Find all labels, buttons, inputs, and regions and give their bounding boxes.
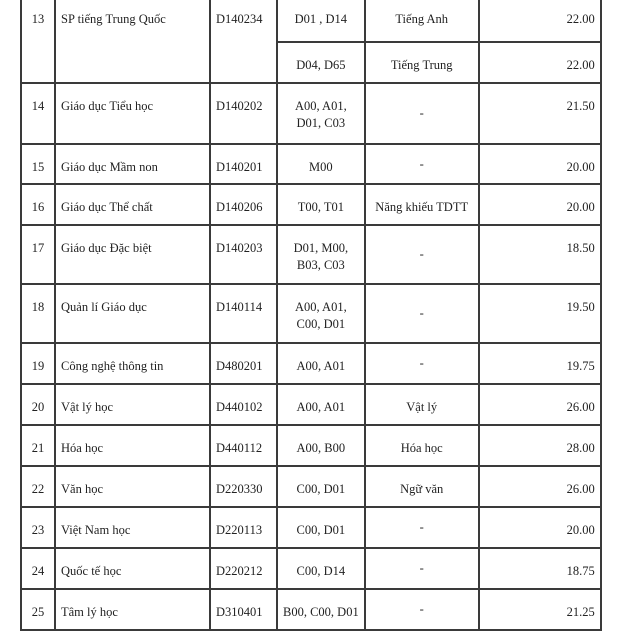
priority-subject: - bbox=[365, 589, 479, 630]
table-row bbox=[21, 225, 601, 284]
priority-subject: Tiếng Anh bbox=[365, 0, 479, 42]
program-name: Tâm lý học bbox=[55, 589, 210, 630]
priority-subject: - bbox=[365, 83, 479, 144]
cutoff-score: 26.00 bbox=[479, 384, 601, 425]
table-row bbox=[21, 144, 601, 184]
program-code: D440102 bbox=[210, 384, 277, 425]
program-code: D440112 bbox=[210, 425, 277, 466]
priority-subject: Ngữ văn bbox=[365, 466, 479, 507]
row-number: 23 bbox=[21, 507, 55, 548]
subject-combination: D04, D65 bbox=[277, 42, 365, 83]
priority-subject: - bbox=[365, 548, 479, 589]
table-row bbox=[21, 343, 601, 384]
program-code: D140202 bbox=[210, 83, 277, 144]
subject-combination: C00, D01 bbox=[277, 507, 365, 548]
program-code: D140203 bbox=[210, 225, 277, 284]
program-name: Quốc tế học bbox=[55, 548, 210, 589]
program-code: D220212 bbox=[210, 548, 277, 589]
table-row bbox=[21, 0, 601, 42]
cutoff-score: 22.00 bbox=[479, 42, 601, 83]
cutoff-score: 20.00 bbox=[479, 184, 601, 225]
subject-combination: C00, D01 bbox=[277, 466, 365, 507]
row-number: 20 bbox=[21, 384, 55, 425]
program-code: D220330 bbox=[210, 466, 277, 507]
program-code: D140114 bbox=[210, 284, 277, 343]
row-number: 14 bbox=[21, 83, 55, 144]
subject-combination: M00 bbox=[277, 144, 365, 184]
priority-subject: Hóa học bbox=[365, 425, 479, 466]
cutoff-score: 18.50 bbox=[479, 225, 601, 284]
program-code: D140201 bbox=[210, 144, 277, 184]
subject-combination: D01, M00, B03, C03 bbox=[277, 225, 365, 284]
program-name: Quản lí Giáo dục bbox=[55, 284, 210, 343]
subject-combination: T00, T01 bbox=[277, 184, 365, 225]
table-row bbox=[21, 507, 601, 548]
cutoff-score: 20.00 bbox=[479, 507, 601, 548]
row-number: 18 bbox=[21, 284, 55, 343]
admission-score-table bbox=[20, 0, 602, 631]
program-name: SP tiếng Trung Quốc bbox=[55, 0, 210, 83]
program-name: Giáo dục Mầm non bbox=[55, 144, 210, 184]
table-row bbox=[21, 425, 601, 466]
program-name: Giáo dục Thể chất bbox=[55, 184, 210, 225]
subject-combination: A00, A01, C00, D01 bbox=[277, 284, 365, 343]
program-name: Giáo dục Đặc biệt bbox=[55, 225, 210, 284]
table-row bbox=[21, 284, 601, 343]
subject-combination: A00, B00 bbox=[277, 425, 365, 466]
priority-subject: Tiếng Trung bbox=[365, 42, 479, 83]
cutoff-score: 28.00 bbox=[479, 425, 601, 466]
row-number: 17 bbox=[21, 225, 55, 284]
row-number: 16 bbox=[21, 184, 55, 225]
row-number: 24 bbox=[21, 548, 55, 589]
program-name: Giáo dục Tiểu học bbox=[55, 83, 210, 144]
program-name: Công nghệ thông tin bbox=[55, 343, 210, 384]
program-code: D480201 bbox=[210, 343, 277, 384]
subject-combination: C00, D14 bbox=[277, 548, 365, 589]
program-name: Việt Nam học bbox=[55, 507, 210, 548]
program-name: Văn học bbox=[55, 466, 210, 507]
program-name: Hóa học bbox=[55, 425, 210, 466]
program-code: D220113 bbox=[210, 507, 277, 548]
priority-subject: - bbox=[365, 225, 479, 284]
cutoff-score: 19.75 bbox=[479, 343, 601, 384]
program-name: Vật lý học bbox=[55, 384, 210, 425]
program-code: D310401 bbox=[210, 589, 277, 630]
table-row bbox=[21, 83, 601, 144]
priority-subject: - bbox=[365, 144, 479, 184]
row-number: 15 bbox=[21, 144, 55, 184]
cutoff-score: 19.50 bbox=[479, 284, 601, 343]
table-row bbox=[21, 548, 601, 589]
program-code: D140234 bbox=[210, 0, 277, 83]
cutoff-score: 22.00 bbox=[479, 0, 601, 42]
table-row bbox=[21, 589, 601, 630]
priority-subject: Năng khiếu TDTT bbox=[365, 184, 479, 225]
table-row bbox=[21, 466, 601, 507]
program-code: D140206 bbox=[210, 184, 277, 225]
priority-subject: Vật lý bbox=[365, 384, 479, 425]
cutoff-score: 21.50 bbox=[479, 83, 601, 144]
subject-combination: A00, A01 bbox=[277, 384, 365, 425]
subject-combination: A00, A01, D01, C03 bbox=[277, 83, 365, 144]
table-row bbox=[21, 384, 601, 425]
cutoff-score: 18.75 bbox=[479, 548, 601, 589]
subject-combination: A00, A01 bbox=[277, 343, 365, 384]
cutoff-score: 26.00 bbox=[479, 466, 601, 507]
cutoff-score: 20.00 bbox=[479, 144, 601, 184]
subject-combination: D01 , D14 bbox=[277, 0, 365, 42]
row-number: 19 bbox=[21, 343, 55, 384]
row-number: 13 bbox=[21, 0, 55, 83]
row-number: 22 bbox=[21, 466, 55, 507]
cutoff-score: 21.25 bbox=[479, 589, 601, 630]
subject-combination: B00, C00, D01 bbox=[277, 589, 365, 630]
table-row bbox=[21, 184, 601, 225]
row-number: 21 bbox=[21, 425, 55, 466]
priority-subject: - bbox=[365, 343, 479, 384]
priority-subject: - bbox=[365, 507, 479, 548]
priority-subject: - bbox=[365, 284, 479, 343]
row-number: 25 bbox=[21, 589, 55, 630]
